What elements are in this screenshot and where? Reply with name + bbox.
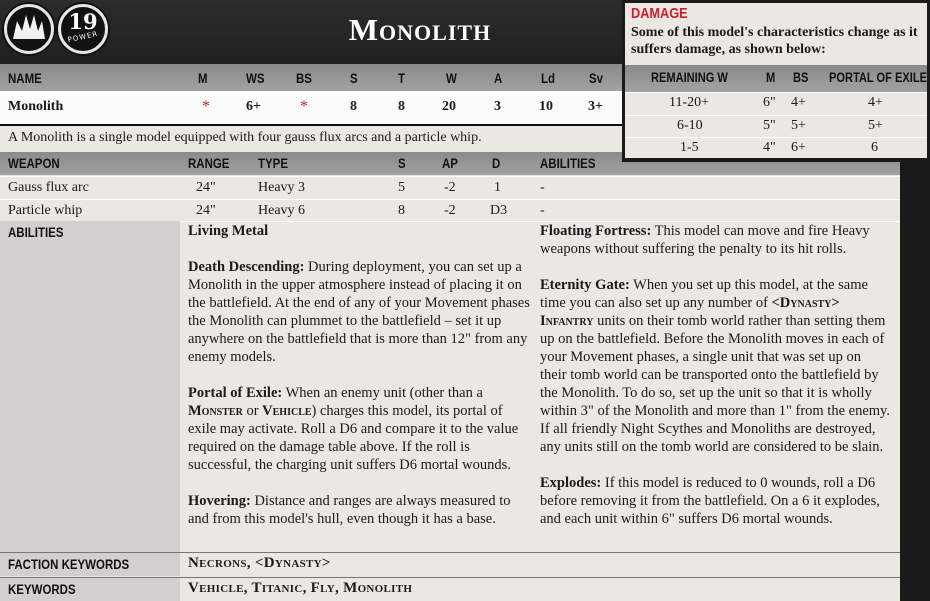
weapon-header-ap: AP bbox=[442, 155, 458, 171]
keyword-vehicle: Vehicle bbox=[262, 403, 312, 419]
ability-text: ) charges this model, its portal of exile may activate. Roll a D6 and compare it to the value required on the damage table above. If the roll is successful, the charging unit suffers D6 mortal wounds. bbox=[188, 403, 519, 473]
weapon-header-s: S bbox=[398, 155, 406, 171]
faction-keywords-value: Necrons, <Dynasty> bbox=[188, 555, 331, 571]
weapon-header-weapon: WEAPON bbox=[8, 155, 60, 171]
weapon-ap: -2 bbox=[444, 203, 456, 218]
faction-keywords-label-cell bbox=[0, 553, 180, 576]
ability-text: Distance and ranges are always measured to and from this model's hull, even though it has a base. bbox=[188, 493, 511, 527]
weapon-header-range: RANGE bbox=[188, 155, 230, 171]
weapon-header-type: TYPE bbox=[258, 155, 288, 171]
stat-name: Monolith bbox=[8, 99, 64, 114]
damage-table-box bbox=[622, 0, 930, 162]
power-badge bbox=[58, 4, 108, 54]
stat-m: * bbox=[202, 98, 210, 115]
stat-header-m: M bbox=[198, 70, 208, 86]
ability-title: Hovering: bbox=[188, 493, 251, 509]
stat-header-w: W bbox=[446, 70, 457, 86]
unit-title: Monolith bbox=[348, 12, 492, 47]
damage-header-row bbox=[625, 65, 927, 92]
weapon-range: 24" bbox=[196, 180, 216, 195]
power-value: 19 bbox=[68, 9, 98, 34]
damage-description: Some of this model's characteristics change as it suffers damage, as shown below: bbox=[631, 25, 918, 57]
damage-remaining-w: 1-5 bbox=[680, 140, 699, 155]
keywords-label-cell bbox=[0, 578, 180, 601]
weapon-strength: 5 bbox=[398, 180, 405, 195]
weapon-header-d: D bbox=[492, 155, 501, 171]
stat-t: 8 bbox=[398, 99, 405, 114]
ability-floating-fortress bbox=[540, 222, 890, 258]
faction-keywords-row bbox=[0, 552, 900, 576]
stat-a: 3 bbox=[494, 99, 501, 114]
ability-hovering bbox=[188, 492, 530, 528]
ability-title: Eternity Gate: bbox=[540, 277, 630, 293]
ability-title: Living Metal bbox=[188, 223, 269, 239]
weapon-damage: D3 bbox=[490, 203, 508, 218]
weapon-damage: 1 bbox=[494, 180, 501, 195]
weapon-range: 24" bbox=[196, 203, 216, 218]
ability-title: Death Descending: bbox=[188, 259, 305, 275]
stat-header-s: S bbox=[350, 70, 358, 86]
stat-bs: * bbox=[300, 98, 308, 115]
damage-header-portal: PORTAL OF EXILE bbox=[829, 70, 928, 85]
ability-text: When you set up this model, at the same time you can also set up any number of bbox=[540, 277, 868, 311]
weapon-type: Heavy 3 bbox=[258, 180, 306, 195]
damage-header-bs: BS bbox=[793, 70, 809, 85]
damage-bs: 5+ bbox=[791, 118, 806, 133]
stat-sv: 3+ bbox=[588, 99, 603, 114]
damage-bs: 6+ bbox=[791, 140, 806, 155]
keyword-dynasty: <Dynasty> bbox=[771, 295, 840, 311]
faction-keywords-label: FACTION KEYWORDS bbox=[8, 556, 130, 572]
weapon-name: Particle whip bbox=[8, 203, 83, 218]
ability-title: Explodes: bbox=[540, 475, 602, 491]
power-label: POWER bbox=[67, 29, 99, 45]
damage-m: 4" bbox=[763, 140, 776, 155]
unit-description: A Monolith is a single model equipped with four gauss flux arcs and a particle whip. bbox=[8, 130, 482, 145]
ability-eternity-gate bbox=[540, 276, 890, 456]
stat-w: 20 bbox=[442, 99, 456, 114]
keyword-monster: Monster bbox=[188, 403, 243, 419]
keywords-label: KEYWORDS bbox=[8, 581, 76, 597]
ability-text: During deployment, you can set up a Monolith in the upper atmosphere instead of placing it on the battlefield. At the end of any of your Movement phases the Monolith can plummet to the battlefield – set it up anywhere on the battlefield that is more than 12" from any enemy models. bbox=[188, 259, 530, 365]
damage-portal: 4+ bbox=[868, 95, 883, 110]
damage-row bbox=[625, 115, 927, 137]
damage-bs: 4+ bbox=[791, 95, 806, 110]
damage-row bbox=[625, 137, 927, 159]
keywords-value: Vehicle, Titanic, Fly, Monolith bbox=[188, 580, 413, 596]
stat-s: 8 bbox=[350, 99, 357, 114]
abilities-right-column bbox=[540, 222, 890, 546]
abilities-label-cell bbox=[0, 221, 180, 552]
keyword-infantry: Infantry bbox=[540, 313, 594, 329]
stat-ld: 10 bbox=[539, 99, 553, 114]
weapon-ap: -2 bbox=[444, 180, 456, 195]
weapon-name: Gauss flux arc bbox=[8, 180, 89, 195]
ability-portal-of-exile bbox=[188, 384, 530, 474]
damage-remaining-w: 11-20+ bbox=[669, 95, 710, 110]
stat-header-name: NAME bbox=[8, 70, 42, 86]
weapon-abilities: - bbox=[540, 180, 545, 195]
abilities-left-column bbox=[188, 222, 530, 546]
damage-remaining-w: 6-10 bbox=[677, 118, 703, 133]
stat-ws: 6+ bbox=[246, 99, 261, 114]
stat-header-ld: Ld bbox=[541, 70, 556, 86]
stat-header-sv: Sv bbox=[589, 70, 604, 86]
ability-death-descending bbox=[188, 258, 530, 366]
ability-text: When an enemy unit (other than a bbox=[285, 385, 483, 401]
weapon-row bbox=[0, 199, 900, 221]
damage-m: 5" bbox=[763, 118, 776, 133]
damage-header-remaining-w: REMAINING W bbox=[651, 70, 728, 85]
ability-explodes bbox=[540, 474, 890, 528]
ability-text: If this model is reduced to 0 wounds, roll a D6 before removing it from the battlefield. On a 6 it explodes, and each unit within 6" suffers D6 mortal wounds. bbox=[540, 475, 880, 527]
damage-row bbox=[625, 92, 927, 114]
ability-text: This model can move and fire Heavy weapons without suffering the penalty to its hit rolls. bbox=[540, 223, 870, 257]
ability-title: Floating Fortress: bbox=[540, 223, 652, 239]
stat-header-bs: BS bbox=[296, 70, 312, 86]
weapon-strength: 8 bbox=[398, 203, 405, 218]
stat-header-t: T bbox=[398, 70, 406, 86]
damage-title: DAMAGE bbox=[631, 5, 688, 22]
stat-header-ws: WS bbox=[246, 70, 265, 86]
background-strip bbox=[900, 162, 930, 601]
damage-portal: 5+ bbox=[868, 118, 883, 133]
ability-living-metal bbox=[188, 222, 530, 240]
damage-m: 6" bbox=[763, 95, 776, 110]
weapon-abilities: - bbox=[540, 203, 545, 218]
weapon-type: Heavy 6 bbox=[258, 203, 306, 218]
stat-header-a: A bbox=[494, 70, 503, 86]
abilities-label: ABILITIES bbox=[8, 224, 64, 240]
damage-table-inner bbox=[625, 3, 927, 158]
weapon-row bbox=[0, 176, 900, 198]
ability-title: Portal of Exile: bbox=[188, 385, 283, 401]
ability-text: or bbox=[246, 403, 259, 419]
damage-header-m: M bbox=[766, 70, 776, 85]
ability-text: units on their tomb world rather than setting them up on the battlefield. Before the Monolith moves in each of your Movement phases, a single unit that was set up on their tomb world can be transported onto the battlefield by the Monolith. To do so, set up the unit so that it is wholly within 3" of the Monolith and more than 1" from the enemy. If all friendly Night Scythes and Monoliths are destroyed, any units still on the tomb world are considered to be slain. bbox=[540, 313, 890, 455]
faction-icon bbox=[4, 4, 54, 54]
weapon-header-abilities: ABILITIES bbox=[540, 155, 596, 171]
damage-portal: 6 bbox=[871, 140, 878, 155]
keywords-row bbox=[0, 577, 900, 601]
